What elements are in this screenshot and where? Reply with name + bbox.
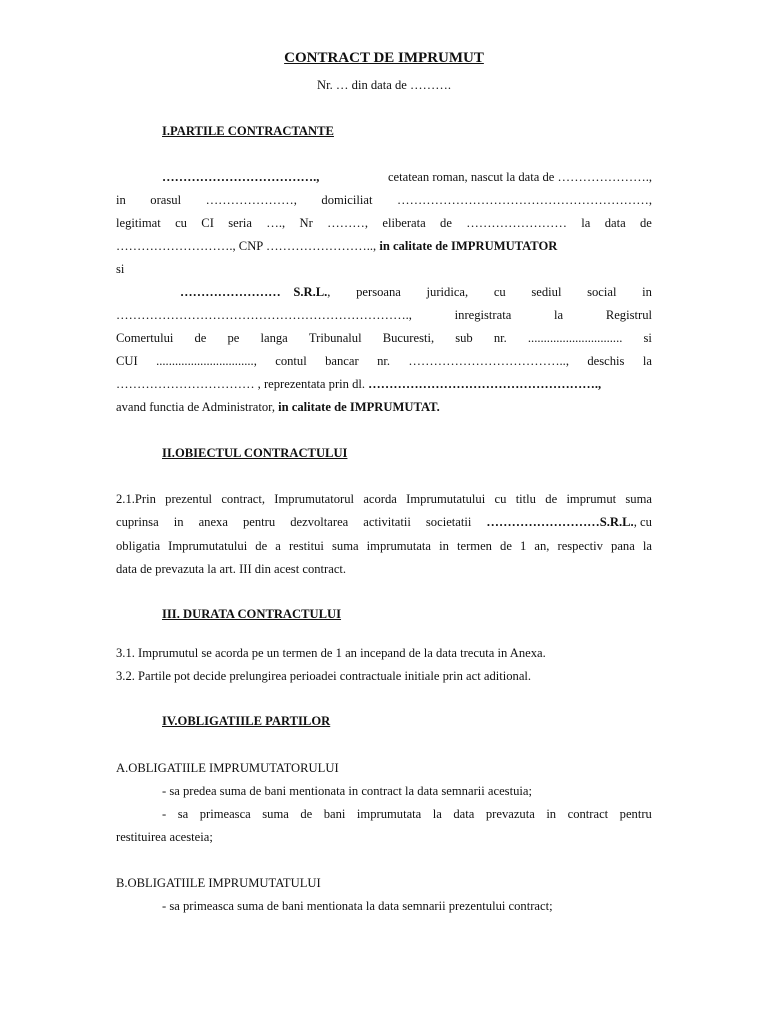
word: activitatii — [363, 515, 411, 529]
word: contul — [275, 354, 307, 368]
word: in — [642, 285, 652, 299]
word: suma — [625, 492, 652, 506]
word: ……………………………………………………………., — [116, 308, 412, 322]
word: in — [439, 539, 449, 553]
administrator-text: avand functia de Administrator, — [116, 400, 279, 414]
word: in — [546, 807, 557, 821]
section-1-heading: I.PARTILE CONTRACTANTE — [162, 124, 334, 138]
word: cu — [493, 285, 506, 299]
sec1-line-11 — [116, 399, 440, 415]
word: Comertului — [116, 331, 174, 345]
cnp-text: ………………………., CNP …………………….., — [116, 239, 377, 253]
word: imprumutata — [366, 539, 432, 553]
word: societatii — [425, 515, 472, 529]
word: inregistrata — [454, 308, 512, 322]
lender-obligation-2 — [162, 806, 652, 822]
word: cu — [175, 216, 187, 230]
word: 1 — [520, 539, 527, 553]
word: Bucuresti, — [382, 331, 435, 345]
lender-obligation-1: - sa predea suma de bani mentionata in contract la data semnarii acestuia; — [162, 784, 532, 798]
word: eliberata — [382, 216, 426, 230]
word: de — [255, 539, 268, 553]
word: sub — [455, 331, 473, 345]
word: contract, — [221, 492, 266, 506]
sec2-line-2 — [116, 514, 652, 530]
lender-obligations-title: A.OBLIGATIILE IMPRUMUTATORULUI — [116, 761, 339, 775]
word: de — [545, 492, 558, 506]
word: termen — [456, 539, 492, 553]
word: Imprumutatului — [406, 492, 486, 506]
word: sediul — [531, 285, 562, 299]
word: la — [554, 308, 564, 322]
representative-placeholder: ………………………………………………., — [368, 377, 602, 391]
sec1-line-10 — [116, 376, 601, 392]
word: pe — [227, 331, 240, 345]
word: Imprumutatorul — [274, 492, 355, 506]
section-2-heading: II.OBIECTUL CONTRACTULUI — [162, 446, 348, 460]
borrower-name-placeholder: ………………………………., — [162, 170, 320, 184]
word: Tribunalul — [308, 331, 362, 345]
section-4-heading: IV.OBLIGATIILE PARTILOR — [162, 714, 331, 728]
word: ……………………………………………………, — [396, 193, 652, 207]
word: titlu — [515, 492, 536, 506]
word: nr. — [493, 331, 507, 345]
word: cu — [494, 492, 507, 506]
clause-3-2: 3.2. Partile pot decide prelungirea perioadei contractuale initiale prin act aditional. — [116, 669, 532, 683]
lender-obligation-2-cont: restituirea acesteia; — [116, 830, 213, 844]
document-title: CONTRACT DE IMPRUMUT — [284, 50, 484, 66]
word: suma — [262, 807, 289, 821]
word: restitui — [288, 539, 324, 553]
word: CUI — [116, 354, 138, 368]
word: domiciliat — [321, 193, 373, 207]
sec1-line-7 — [116, 307, 652, 323]
word: data — [453, 807, 475, 821]
word: legitimat — [116, 216, 161, 230]
sec2-line-4: data de prevazuta la art. III din acest contract. — [116, 562, 347, 576]
word: an, — [534, 539, 550, 553]
document-number-line: Nr. … din data de ………. — [317, 78, 451, 92]
sec1-line-3 — [116, 215, 652, 231]
section-3-heading: III. DURATA CONTRACTULUI — [162, 607, 342, 621]
word: la — [642, 539, 652, 553]
word: ..............................., — [156, 354, 257, 368]
sec1-line-9 — [116, 353, 652, 369]
word: social — [587, 285, 617, 299]
word: de — [500, 539, 512, 553]
sec2-line-1 — [116, 491, 652, 507]
word: anexa — [198, 515, 228, 529]
sec1-line-1 — [162, 169, 652, 185]
word: Registrul — [605, 308, 652, 322]
sec1-line-6 — [180, 284, 652, 300]
word: a — [275, 539, 281, 553]
borrower-obligations-title: B.OBLIGATIILE IMPRUMUTATULUI — [116, 876, 321, 890]
word: …………………… — [466, 216, 567, 230]
word: persoana — [356, 285, 401, 299]
word: in — [116, 193, 126, 207]
word: prevazuta — [485, 807, 535, 821]
word: de — [440, 216, 452, 230]
word: primeasca — [199, 807, 251, 821]
sec1-line-2 — [116, 192, 652, 208]
word: in — [173, 515, 184, 529]
word: langa — [260, 331, 288, 345]
word: la — [432, 807, 442, 821]
word: la — [581, 216, 591, 230]
word: ……………………………….., — [408, 354, 569, 368]
word: juridica, — [426, 285, 469, 299]
and-word: si — [116, 262, 125, 276]
word: 2.1.Prin — [116, 492, 156, 506]
word: pentru — [619, 807, 652, 821]
borrower-role: in calitate de IMPRUMUTATOR — [376, 239, 558, 253]
word: de — [640, 216, 652, 230]
lender-role: in calitate de IMPRUMUTAT. — [278, 400, 440, 414]
word: seria — [228, 216, 252, 230]
word: bani — [323, 807, 346, 821]
word: orasul — [150, 193, 182, 207]
word: respectiv — [557, 539, 603, 553]
word: pana — [611, 539, 635, 553]
sec1-line-8 — [116, 330, 652, 346]
sec1-line-4 — [116, 238, 557, 254]
sec2-line-3 — [116, 538, 652, 554]
word: nr. — [377, 354, 391, 368]
word: prezentul — [165, 492, 213, 506]
word: acorda — [363, 492, 397, 506]
word: …………………, — [205, 193, 297, 207]
word: pentru — [242, 515, 276, 529]
word: imprumut — [566, 492, 617, 506]
word: de — [194, 331, 207, 345]
word: cuprinsa — [116, 515, 159, 529]
word: de — [300, 807, 313, 821]
word: sa — [177, 807, 189, 821]
company-name-placeholder: ………………………S.R.L., cu — [486, 515, 652, 529]
word: Imprumutatului — [168, 539, 248, 553]
clause-3-1: 3.1. Imprumutul se acorda pe un termen de 1 an incepand de la data trecuta in Anexa. — [116, 646, 546, 660]
borrower-obligation-1: - sa primeasca suma de bani mentionata la data semnarii prezentului contract; — [162, 899, 553, 913]
word: obligatia — [116, 539, 161, 553]
company-placeholder: …………………… S.R.L., — [180, 285, 331, 299]
word: - — [162, 807, 167, 821]
representative-text: …………………………… , reprezentata prin dl. — [116, 377, 369, 391]
word: deschis — [587, 354, 625, 368]
word: bancar — [325, 354, 359, 368]
word: imprumutata — [356, 807, 422, 821]
word: ………, — [327, 216, 369, 230]
borrower-citizenship: cetatean roman, nascut la data de …………………., — [387, 170, 652, 184]
word: .............................. — [527, 331, 623, 345]
word: dezvoltarea — [290, 515, 349, 529]
word: …., — [266, 216, 286, 230]
word: CI — [201, 216, 214, 230]
word: Nr — [299, 216, 313, 230]
word: contract — [567, 807, 609, 821]
word: suma — [332, 539, 359, 553]
word: la — [642, 354, 652, 368]
word: data — [604, 216, 626, 230]
word: si — [643, 331, 652, 345]
